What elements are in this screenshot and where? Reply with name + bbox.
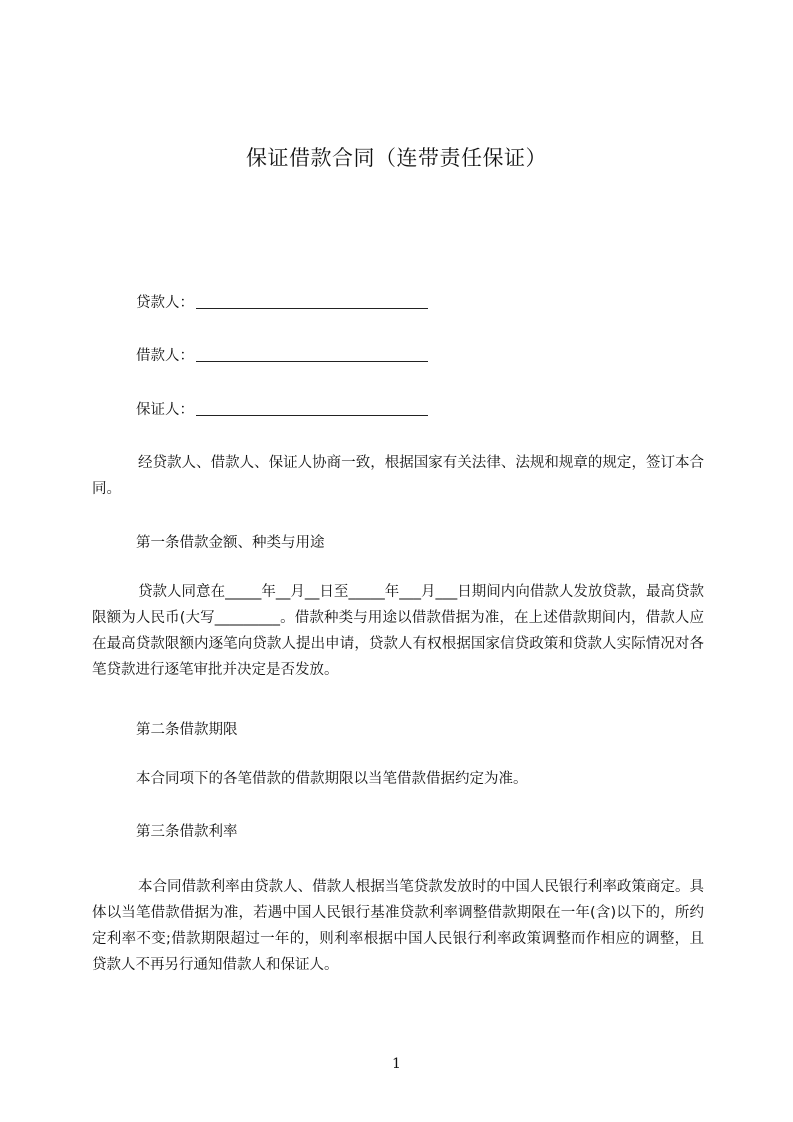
document-title: 保证借款合同（连带责任保证） xyxy=(246,146,547,170)
lender-field xyxy=(136,291,428,312)
borrower-field xyxy=(136,344,428,365)
lender-label: 贷款人： xyxy=(136,295,194,311)
article-1-body: 贷款人同意在_____年__月__日至_____年___月___日期间内向借款人发放贷款，最高贷款限额为人民币(大写_________。借款种类与用途以借款借据为准，在上述借款期间内，借款人应在最高贷款限额内逐笔向贷款人提出申请，贷款人有权根据国家信贷政策和贷款人实际情况对各笔贷款进行逐笔审批并决定是否发放。 xyxy=(92,584,704,678)
borrower-label: 借款人： xyxy=(136,348,194,364)
article-3-body: 本合同借款利率由贷款人、借款人根据当笔贷款发放时的中国人民银行利率政策商定。具体以当笔借款借据为准，若遇中国人民银行基准贷款利率调整借款期限在一年(含)以下的，所约定利率不变;借款期限超过一年的，则利率根据中国人民银行利率政策调整而作相应的调整，且贷款人不再另行通知借款人和保证人。 xyxy=(92,879,704,973)
intro-paragraph: 经贷款人、借款人、保证人协商一致，根据国家有关法律、法规和规章的规定，签订本合同。 xyxy=(92,455,704,497)
article-1-heading: 第一条借款金额、种类与用途 xyxy=(136,535,325,551)
article-3-heading: 第三条借款利率 xyxy=(136,824,238,840)
lender-blank-line xyxy=(196,293,428,309)
page-number: 1 xyxy=(392,1056,401,1072)
guarantor-field xyxy=(136,398,428,419)
article-2-heading: 第二条借款期限 xyxy=(136,722,238,738)
borrower-blank-line xyxy=(196,346,428,362)
guarantor-label: 保证人： xyxy=(136,402,194,418)
guarantor-blank-line xyxy=(196,400,428,416)
article-2-body: 本合同项下的各笔借款的借款期限以当笔借款借据约定为准。 xyxy=(136,771,528,787)
